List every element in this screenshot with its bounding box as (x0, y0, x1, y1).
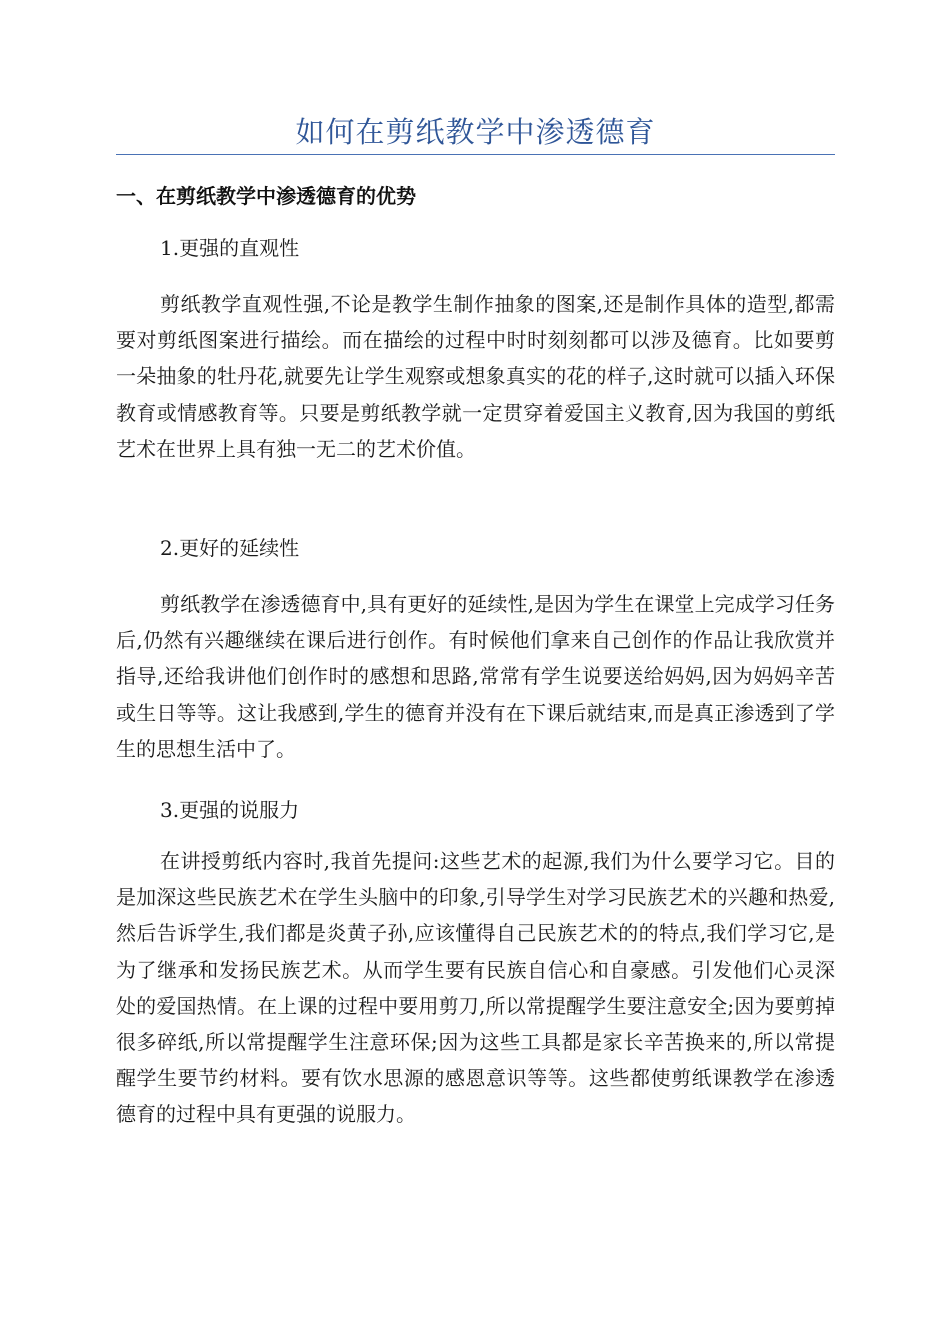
section-heading: 一、在剪纸教学中渗透德育的优势 (116, 184, 416, 208)
paragraph-2: 剪纸教学在渗透德育中,具有更好的延续性,是因为学生在课堂上完成学习任务后,仍然有兴趣继续在课后进行创作。有时候他们拿来自己创作的作品让我欣赏并指导,还给我讲他们创作时的感想和思路,常常有学生说要送给妈妈,因为妈妈辛苦或生日等等。这让我感到,学生的德育并没有在下课后就结束,而是真正渗透到了学生的思想生活中了。 (116, 592, 835, 761)
paragraph-3: 在讲授剪纸内容时,我首先提问:这些艺术的起源,我们为什么要学习它。目的是加深这些民族艺术在学生头脑中的印象,引导学生对学习民族艺术的兴趣和热爱,然后告诉学生,我们都是炎黄子孙,应该懂得自己民族艺术的的特点,我们学习它,是为了继承和发扬民族艺术。从而学生要有民族自信心和自豪感。引发他们心灵深处的爱国热情。在上课的过程中要用剪刀,所以常提醒学生要注意安全;因为要剪掉很多碎纸,所以常提醒学生注意环保;因为这些工具都是家长辛苦换来的,所以常提醒学生要节约材料。要有饮水思源的感恩意识等等。这些都使剪纸课教学在渗透德育的过程中具有更强的说服力。 (116, 849, 835, 1127)
subsection-heading-2: 2.更好的延续性 (160, 536, 300, 560)
paragraph-1: 剪纸教学直观性强,不论是教学生制作抽象的图案,还是制作具体的造型,都需要对剪纸图案进行描绘。而在描绘的过程中时时刻刻都可以涉及德育。比如要剪一朵抽象的牡丹花,就要先让学生观察或想象真实的花的样子,这时就可以插入环保教育或情感教育等。只要是剪纸教学就一定贯穿着爱国主义教育,因为我国的剪纸艺术在世界上具有独一无二的艺术价值。 (116, 292, 835, 461)
subsection-heading-3: 3.更强的说服力 (160, 798, 300, 822)
title-underline (116, 154, 835, 155)
document-title: 如何在剪纸教学中渗透德育 (295, 115, 656, 149)
subsection-heading-1: 1.更强的直观性 (160, 236, 300, 260)
